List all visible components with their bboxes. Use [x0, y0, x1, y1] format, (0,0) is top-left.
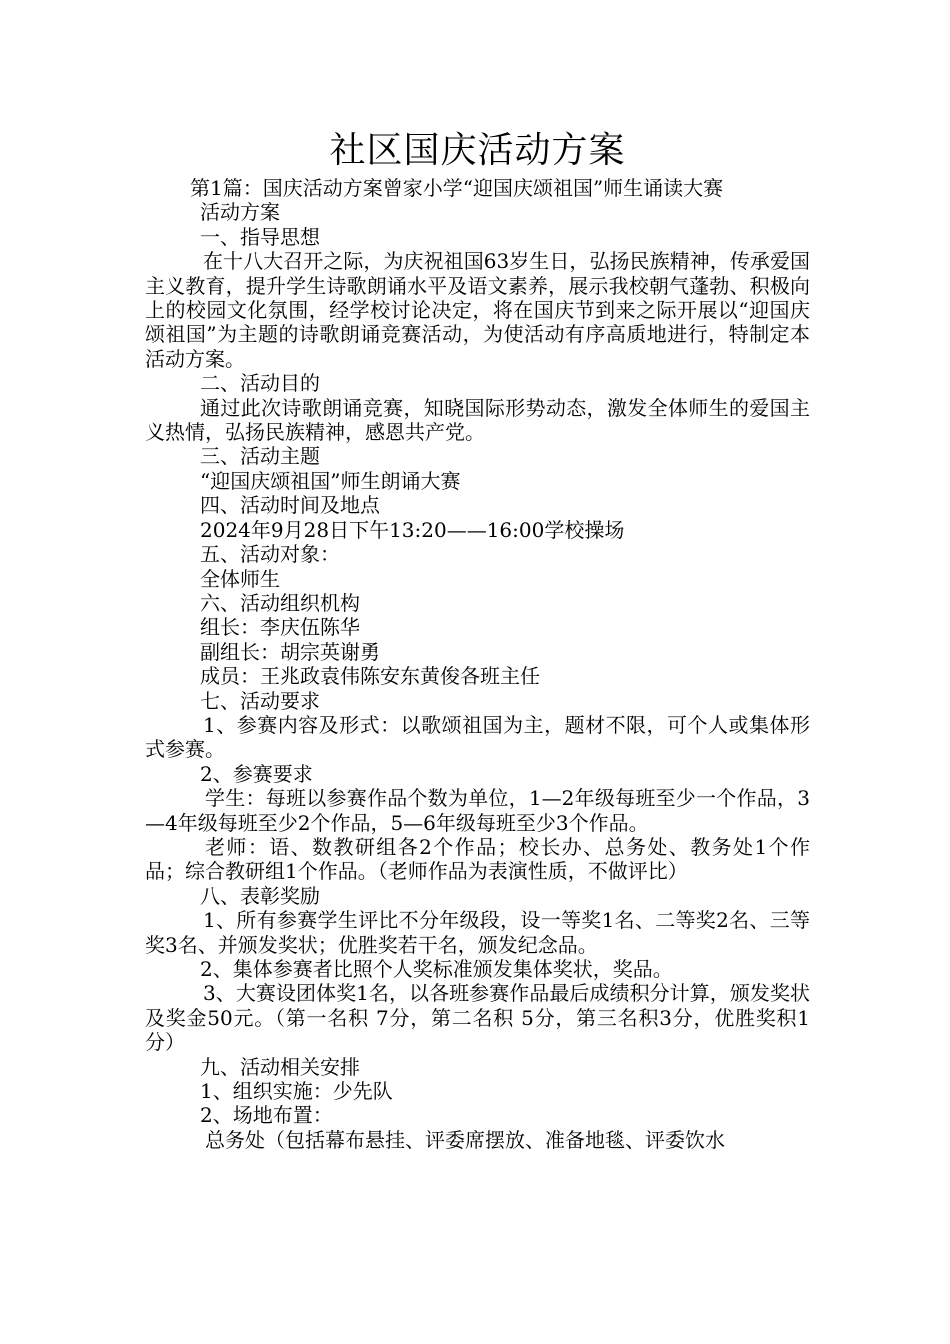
paragraph: 学生：每班以参赛作品个数为单位，1—2年级每班至少一个作品，3—4年级每班至少2个作品，5—6年级每班至少3个作品。	[145, 786, 810, 835]
paragraph: 3、大赛设团体奖1名，以各班参赛作品最后成绩积分计算，颁发奖状及奖金50元。（第一名积 7分，第二名积 5分，第三名积3分，优胜奖积1分）	[145, 981, 810, 1055]
section-heading: 一、指导思想	[200, 224, 320, 249]
section-heading: 三、活动主题	[200, 444, 320, 469]
document-page	[145, 126, 810, 1152]
section-heading: 八、表彰奖励	[200, 883, 320, 908]
section-heading: 九、活动相关安排	[200, 1054, 360, 1079]
text-line: 1、组织实施：少先队	[200, 1079, 393, 1104]
text-line: 成员：王兆政袁伟陈安东黄俊各班主任	[200, 664, 540, 689]
paragraph: 通过此次诗歌朗诵竞赛，知晓国际形势动态，激发全体师生的爱国主义热情，弘扬民族精神，感恩共产党。	[145, 395, 810, 445]
text-line: 总务处（包括幕布悬挂、评委席摆放、准备地毯、评委饮水	[205, 1127, 725, 1152]
section-heading: 七、活动要求	[200, 688, 320, 713]
document-title: 社区国庆活动方案	[329, 130, 626, 171]
intro-paragraph: 第1篇：国庆活动方案曾家小学“迎国庆颂祖国”师生诵读大赛	[190, 176, 724, 200]
text-line: 2、集体参赛者比照个人奖标准颁发集体奖状，奖品。	[200, 957, 673, 981]
section-heading: 四、活动时间及地点	[200, 493, 380, 518]
section-heading: 二、活动目的	[200, 371, 320, 396]
text-line: 副组长：胡宗英谢勇	[200, 639, 380, 664]
section-heading: 六、活动组织机构	[200, 590, 360, 615]
section-heading: 五、活动对象：	[200, 542, 340, 567]
paragraph: 1、参赛内容及形式：以歌颂祖国为主，题材不限，可个人或集体形式参赛。	[145, 712, 810, 762]
paragraph: 在十八大召开之际，为庆祝祖国63岁生日，弘扬民族精神，传承爱国主义教育，提升学生诗歌朗诵水平及语文素养，展示我校朝气蓬勃、积极向上的校园文化氛围，经学校讨论决定，将在国庆节到来之际开展以“迎国庆颂祖国”为主题的诗歌朗诵竞赛活动，为使活动有序高质地进行，特制定本活动方案。	[145, 249, 810, 371]
text-line: 2、参赛要求	[200, 761, 313, 786]
text-line: “迎国庆颂祖国”师生朗诵大赛	[200, 468, 461, 493]
text-line: 组长：李庆伍陈华	[200, 615, 360, 640]
text-line: 2、场地布置：	[200, 1103, 333, 1128]
text-line: 2024年9月28日下午13:20——16:00学校操场	[200, 517, 625, 542]
text-line: 全体师生	[200, 566, 280, 591]
paragraph: 老师：语、数教研组各2个作品；校长办、总务处、教务处1个作品；综合教研组1个作品。（老师作品为表演性质，不做评比）	[145, 834, 810, 884]
paragraph: 1、所有参赛学生评比不分年级段，设一等奖1名、二等奖2名、三等奖3名、并颁发奖状；优胜奖若干名，颁发纪念品。	[145, 908, 810, 957]
text-line: 活动方案	[200, 200, 280, 225]
